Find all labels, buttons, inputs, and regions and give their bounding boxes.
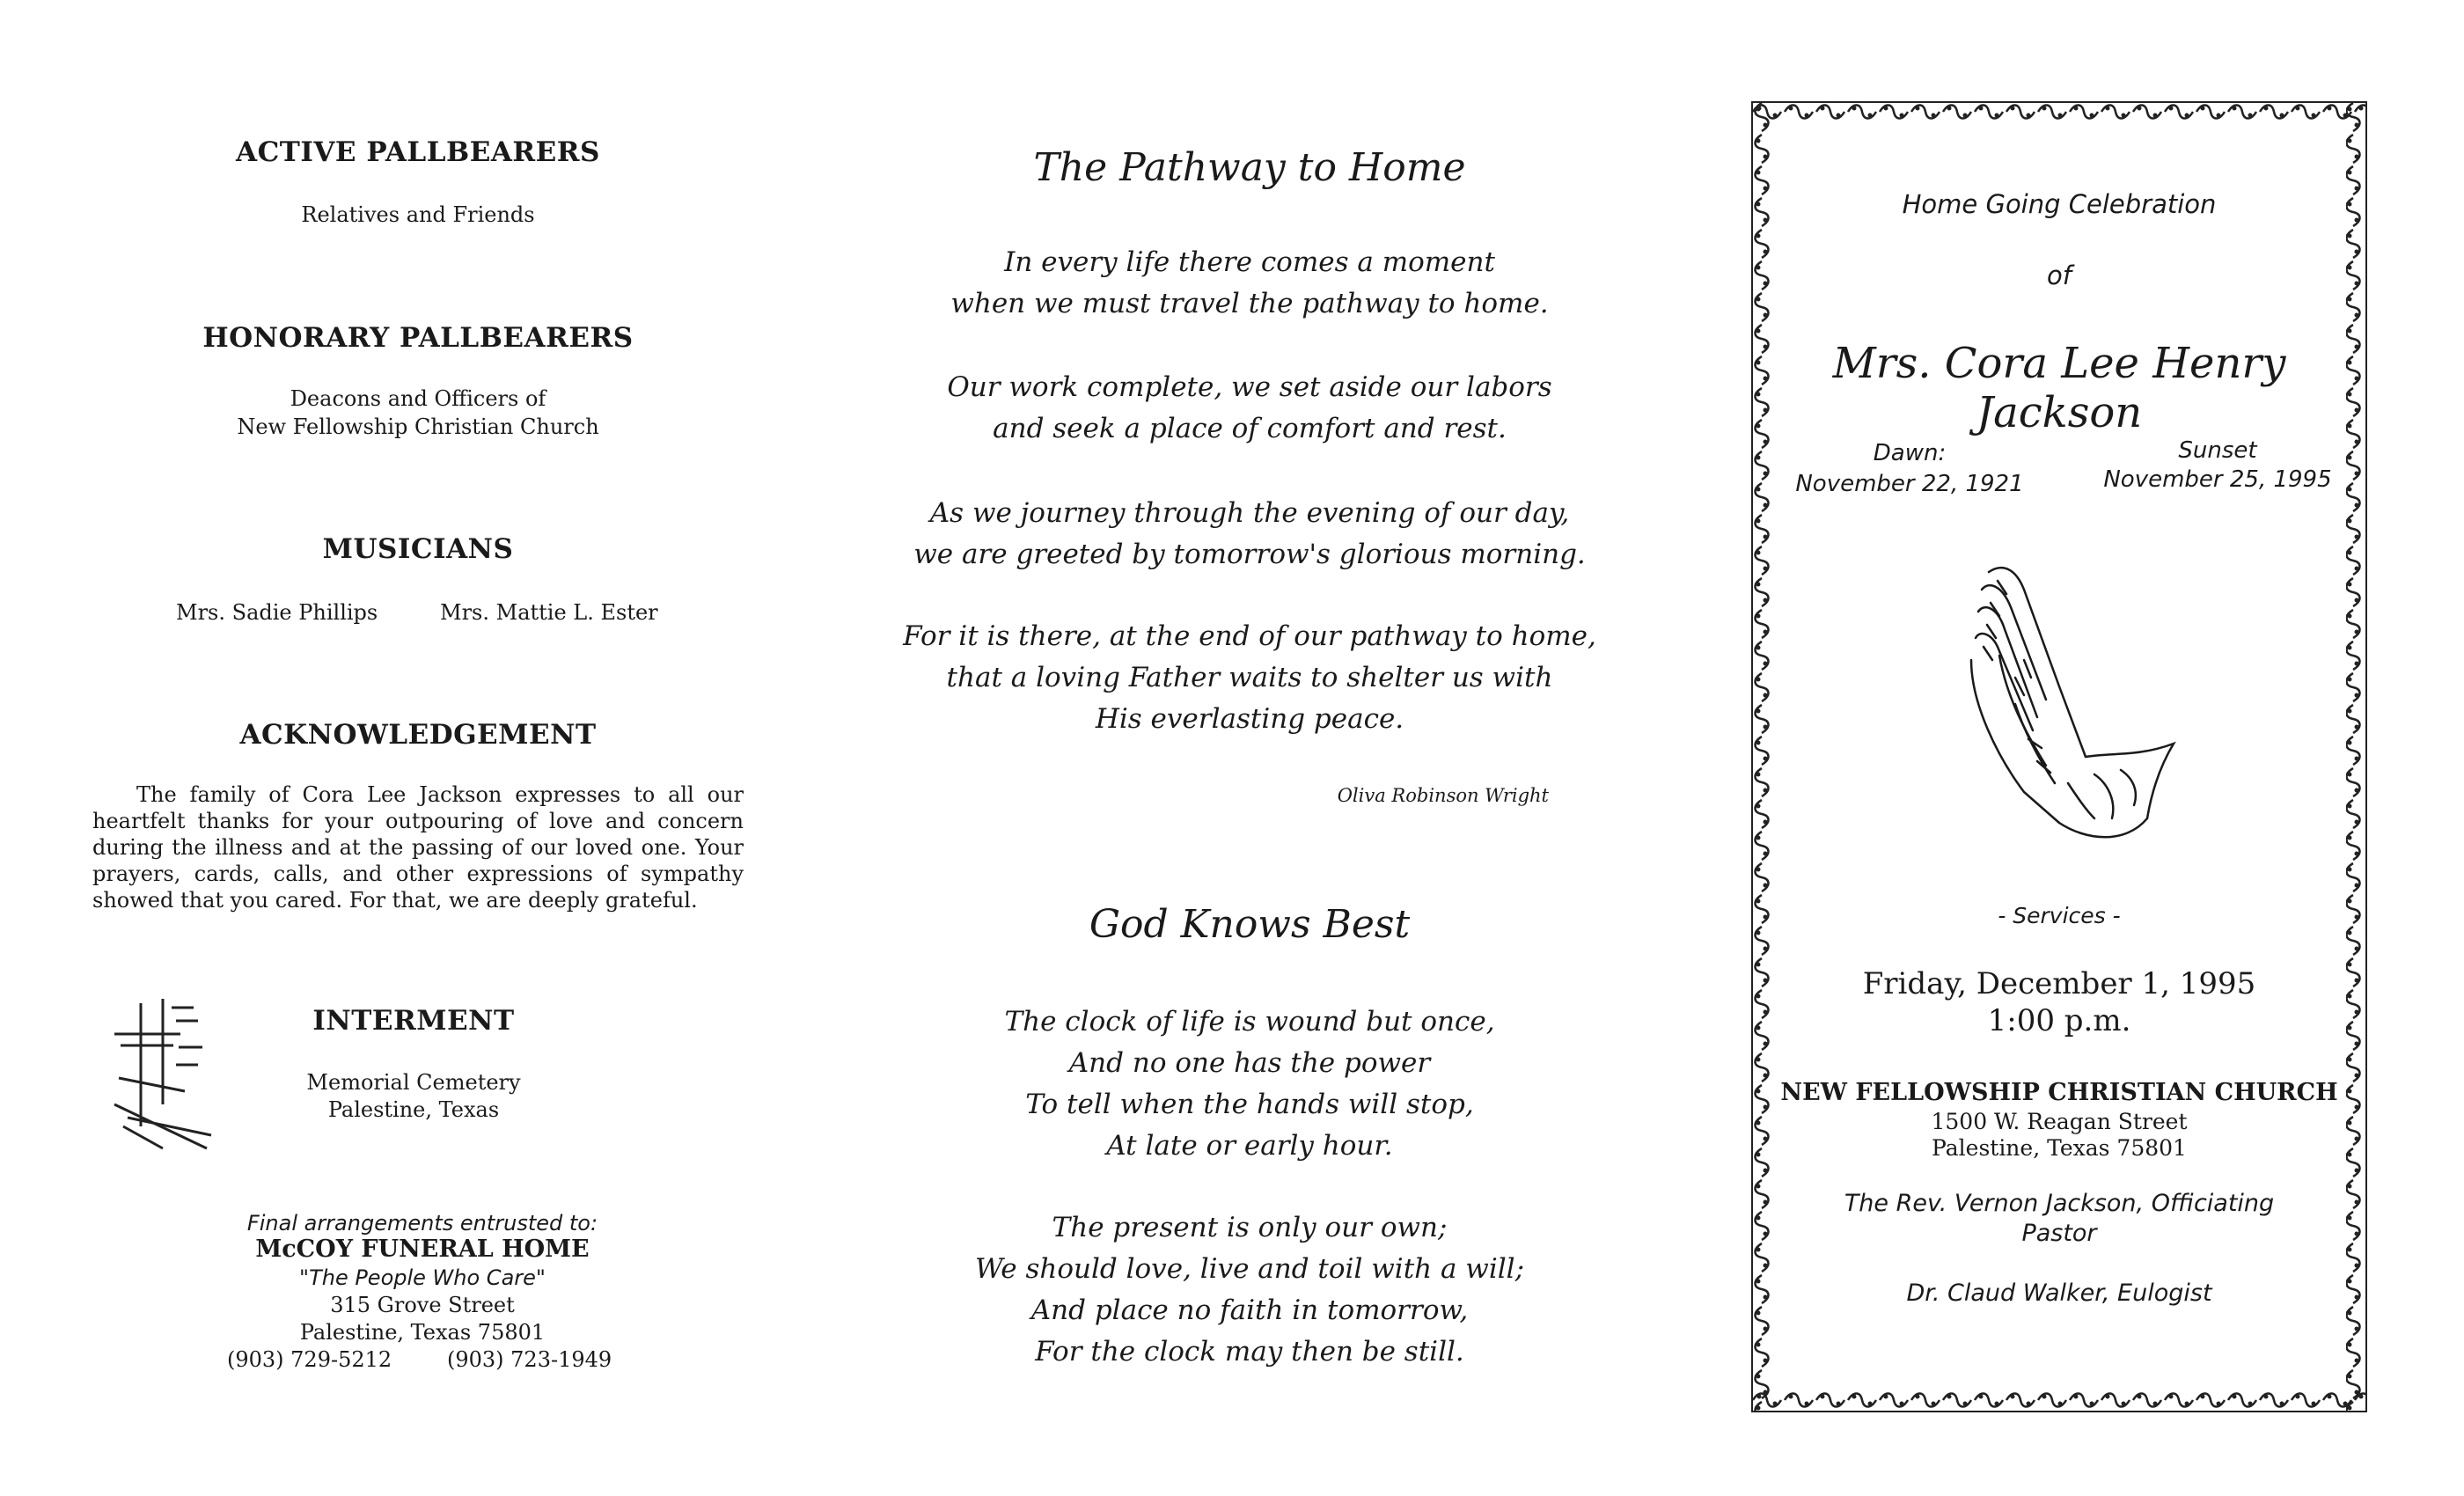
praying-hands-icon: [1962, 554, 2182, 849]
poem-line: As we journey through the evening of our day,: [929, 497, 1570, 529]
church-street: 1500 W. Reagan Street: [1931, 1109, 2188, 1134]
poem1-stanza-1: [862, 242, 1637, 325]
interment-heading: INTERMENT: [312, 1005, 515, 1037]
cross-icon: [110, 994, 216, 1157]
poem-line: Our work complete, we set aside our labors: [947, 371, 1552, 403]
dawn-date: November 22, 1921: [1795, 471, 2024, 497]
acknowledgement-text: The family of Cora Lee Jackson expresses to all our heartfelt thanks for your outpouring of love and concern during the illness and at the passing of our loved one. Your prayers, cards, calls, and other expressions of sympathy showed that you cared. For that, we are deeply grateful.: [92, 782, 744, 913]
officiant: The Rev. Vernon Jackson, Officiating: [1844, 1190, 2275, 1217]
funeral-home-phones: [0, 1346, 845, 1374]
cover-panel: [1725, 0, 2420, 1496]
sunset-label: Sunset: [2178, 437, 2257, 464]
services-label: - Services -: [1998, 903, 2121, 928]
poem2-stanza-2: [862, 1207, 1637, 1373]
poem2-stanza-1: [862, 1001, 1637, 1167]
service-date: Friday, December 1, 1995: [1862, 966, 2256, 1001]
musician-1-name: Mrs. Sadie Phillips: [176, 600, 378, 625]
eulogist: Dr. Claud Walker, Eulogist: [1906, 1280, 2212, 1307]
poem1-stanza-2: [862, 367, 1637, 450]
poem-line: The present is only our own;: [1052, 1212, 1448, 1243]
honorary-pallbearers-line1: Deacons and Officers of: [290, 386, 546, 411]
poem1-stanza-3: [862, 493, 1637, 576]
poem-line: To tell when the hands will stop,: [1025, 1089, 1474, 1120]
middle-panel: [862, 0, 1637, 1496]
honorary-pallbearers-heading: HONORARY PALLBEARERS: [202, 322, 634, 354]
active-pallbearers-heading: ACTIVE PALLBEARERS: [236, 136, 600, 168]
poem2-title: God Knows Best: [1089, 902, 1411, 947]
funeral-home-name: McCOY FUNERAL HOME: [255, 1236, 590, 1263]
funeral-home-motto: "The People Who Care": [299, 1265, 546, 1290]
poem-line: The clock of life is wound but once,: [1004, 1006, 1495, 1038]
funeral-home-street: 315 Grove Street: [330, 1293, 515, 1317]
officiant-role: Pastor: [2021, 1220, 2097, 1247]
interment-line2: Palestine, Texas: [327, 1097, 500, 1122]
funeral-home-phone2: (903) 723-1949: [447, 1347, 612, 1372]
deceased-name: Mrs. Cora Lee Henry Jackson: [1832, 339, 2286, 437]
sunset-date: November 25, 1995: [2103, 466, 2332, 493]
musician-2-name: Mrs. Mattie L. Ester: [440, 600, 658, 625]
poem-line: We should love, live and toil with a will;: [974, 1253, 1525, 1285]
poem-line: And place no faith in tomorrow,: [1030, 1294, 1469, 1326]
poem-line: we are greeted by tomorrow's glorious morning.: [913, 539, 1586, 570]
celebration-of: of: [2047, 260, 2072, 290]
poem-line: His everlasting peace.: [1095, 703, 1404, 735]
poem1-stanza-4: [862, 616, 1637, 740]
poem-line: For the clock may then be still.: [1035, 1336, 1464, 1368]
left-panel: [0, 0, 836, 1496]
poem-line: For it is there, at the end of our pathway to home,: [903, 620, 1596, 652]
honorary-pallbearers-line2: New Fellowship Christian Church: [237, 414, 599, 439]
funeral-home-phone1: (903) 729-5212: [227, 1347, 392, 1372]
poem-line: and seek a place of comfort and rest.: [993, 413, 1507, 444]
poem-line: that a loving Father waits to shelter us with: [946, 662, 1553, 693]
service-time: 1:00 p.m.: [1987, 1003, 2131, 1038]
poem1-title: The Pathway to Home: [1033, 145, 1466, 190]
church-name: NEW FELLOWSHIP CHRISTIAN CHURCH: [1780, 1079, 2338, 1106]
poem-line: At late or early hour.: [1106, 1130, 1393, 1162]
interment-line1: Memorial Cemetery: [306, 1070, 521, 1095]
active-pallbearers-text: Relatives and Friends: [301, 202, 535, 227]
poem-line: when we must travel the pathway to home.: [950, 288, 1549, 319]
celebration-title: Home Going Celebration: [1902, 189, 2217, 219]
poem-line: In every life there comes a moment: [1004, 246, 1495, 278]
dawn-label: Dawn:: [1873, 440, 1947, 466]
acknowledgement-heading: ACKNOWLEDGEMENT: [239, 719, 597, 751]
musicians-heading: MUSICIANS: [322, 533, 514, 565]
funeral-home-city: Palestine, Texas 75801: [299, 1320, 546, 1345]
funeral-home-intro: Final arrangements entrusted to:: [246, 1211, 598, 1236]
church-city: Palestine, Texas 75801: [1932, 1135, 2187, 1161]
poem1-author: Oliva Robinson Wright: [1337, 785, 1549, 806]
poem-line: And no one has the power: [1068, 1047, 1431, 1079]
